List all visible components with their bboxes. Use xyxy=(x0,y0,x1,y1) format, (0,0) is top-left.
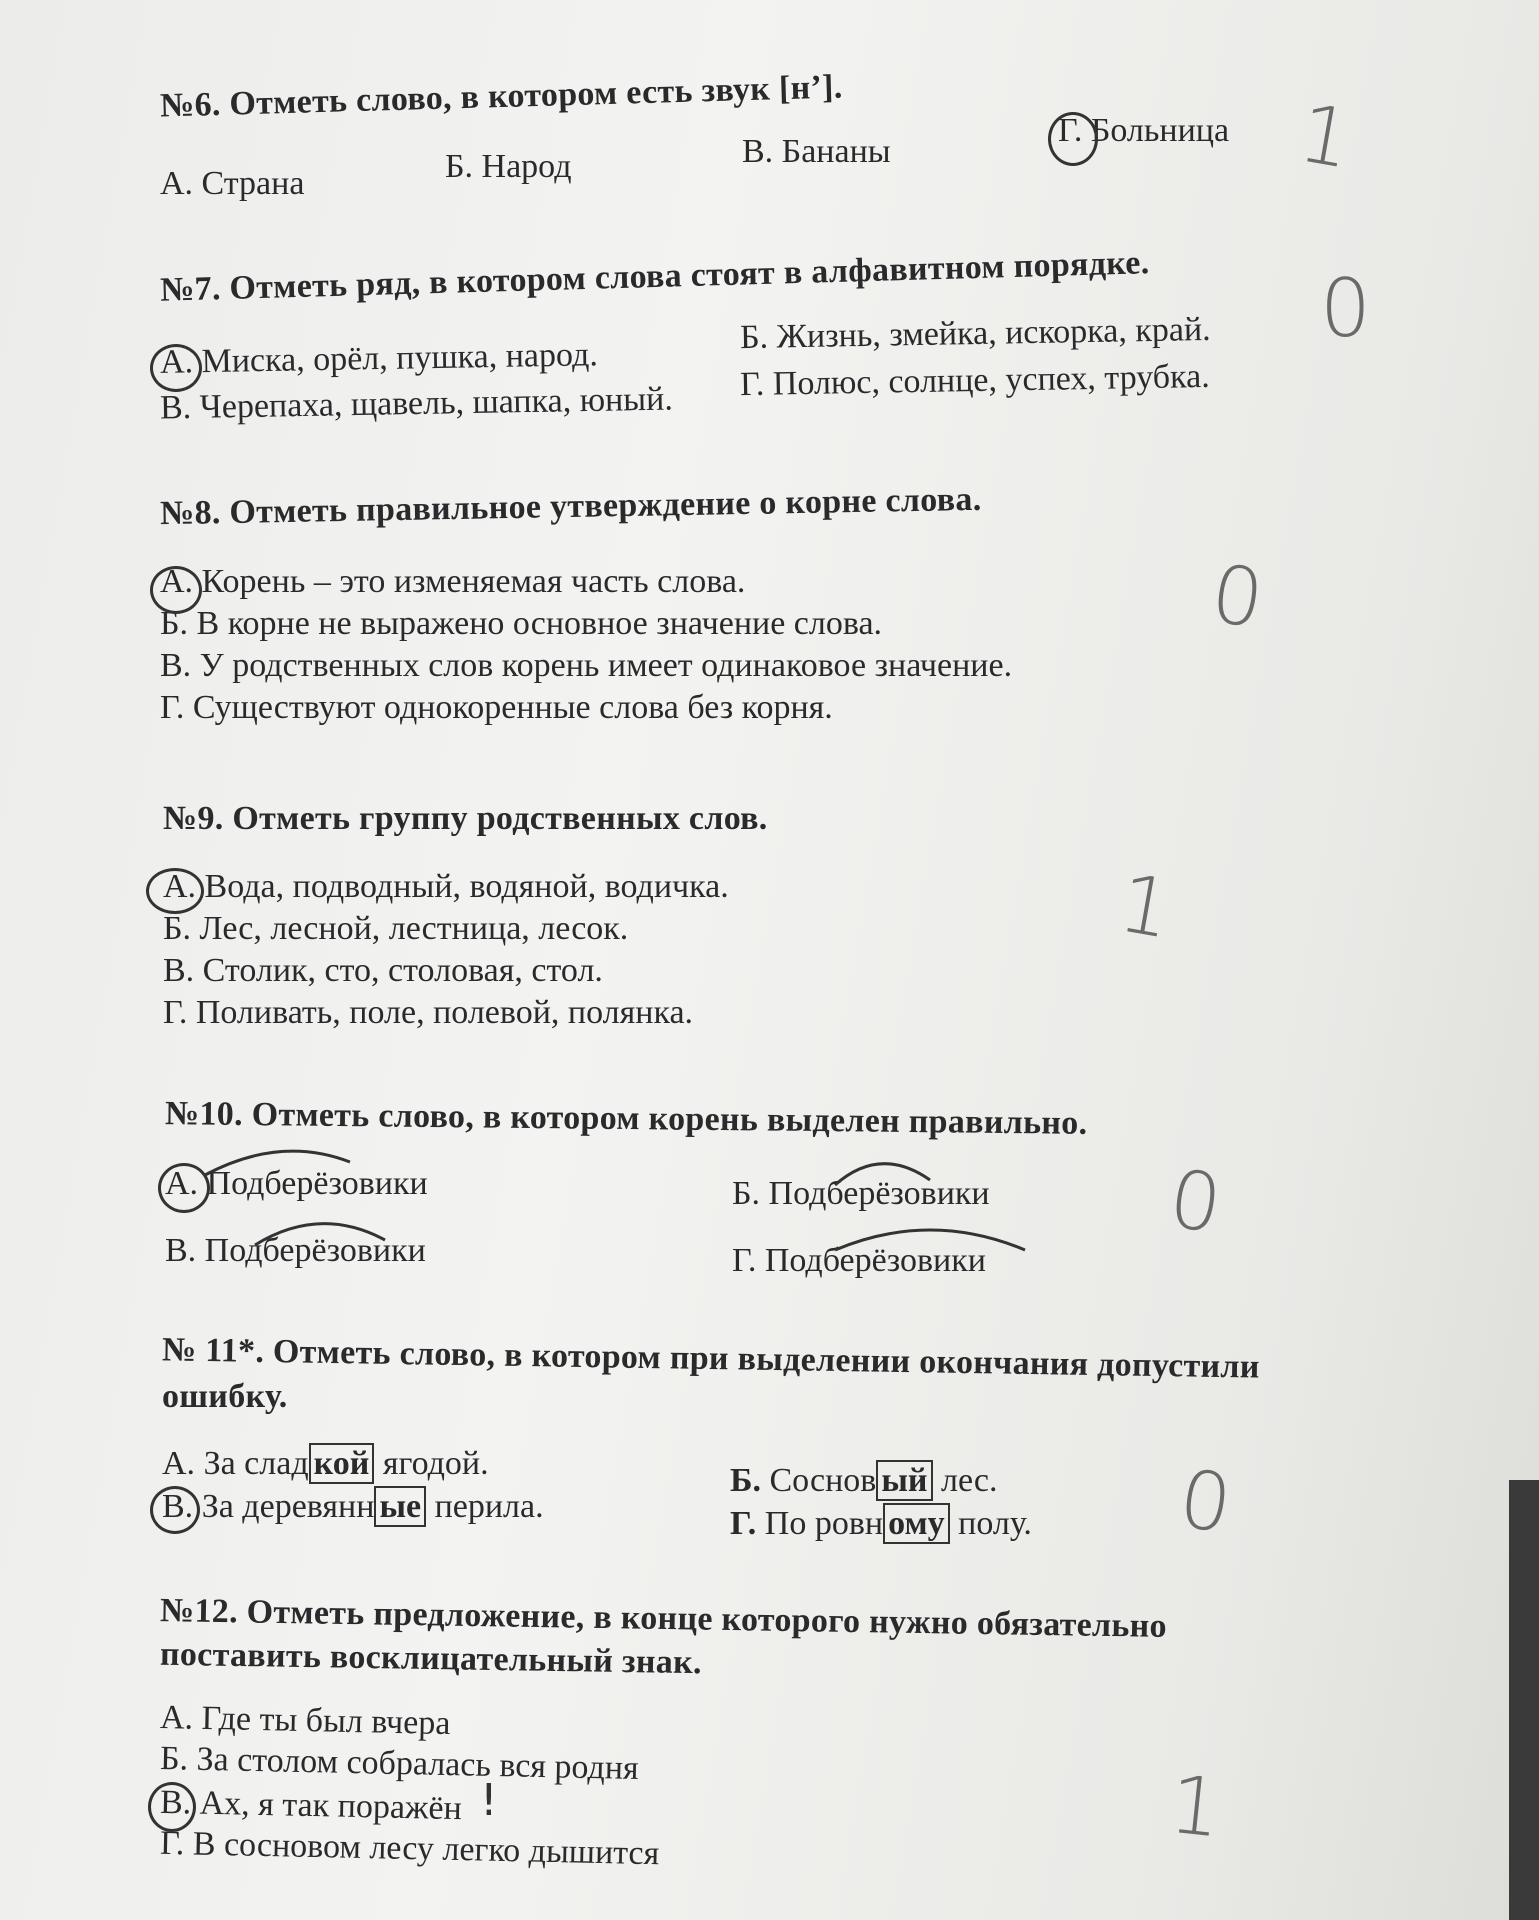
q7-title: №7. Отметь ряд, в котором слова стоят в алфавитном порядке. xyxy=(159,244,1150,309)
q6-option-d: Г. Больница xyxy=(1058,112,1230,149)
q6-option-c: В. Бананы xyxy=(742,133,891,170)
q6-option-a: А. Страна xyxy=(160,165,305,202)
q9-option-a: А. Вода, подводный, водяной, водичка. xyxy=(163,868,729,905)
q10-option-c: В. Подберёзовики xyxy=(165,1232,426,1269)
ending-box: ый xyxy=(876,1460,932,1501)
ending-box: кой xyxy=(309,1443,375,1484)
q12-option-c: В. Ах, я так поражён xyxy=(159,1783,463,1828)
q10-option-d: Г. Подберёзовики xyxy=(732,1242,986,1279)
answer-circle xyxy=(150,566,202,614)
answer-circle xyxy=(148,1782,196,1832)
q7-score: 0 xyxy=(1320,262,1371,355)
q11-option-c: В. За деревянн ые перила. xyxy=(162,1488,544,1525)
q7-option-c: В. Черепаха, щавель, шапка, юный. xyxy=(159,380,674,427)
answer-circle xyxy=(150,344,202,392)
q12-title-line2: поставить восклицательный знак. xyxy=(159,1635,703,1682)
q7-option-a: А. Миска, орёл, пушка, народ. xyxy=(159,336,599,381)
q7-option-b: Б. Жизнь, змейка, искорка, край. xyxy=(739,310,1211,357)
root-arc-c xyxy=(250,1210,390,1250)
q12-option-a: А. Где ты был вчера xyxy=(159,1698,451,1743)
q12-title-line1: №12. Отметь предложение, в конце которого нужно обязательно xyxy=(159,1592,1168,1645)
q12-score: 1 xyxy=(1165,1757,1226,1856)
answer-circle xyxy=(1048,112,1098,166)
q8-option-b: Б. В корне не выражено основное значение слова. xyxy=(160,605,883,642)
q11-score: 0 xyxy=(1173,1451,1238,1552)
root-arc-b xyxy=(830,1150,940,1190)
root-arc-d xyxy=(830,1215,1030,1255)
q9-score: 1 xyxy=(1112,856,1179,957)
answer-circle xyxy=(146,868,204,914)
q11-title-line1: № 11*. Отметь слово, в котором при выделении окончания допустили xyxy=(161,1331,1260,1386)
ending-box: ые xyxy=(374,1486,426,1527)
q10-score: 0 xyxy=(1163,1151,1228,1252)
q9-title: №9. Отметь группу родственных слов. xyxy=(163,800,768,837)
q6-title: №6. Отметь слово, в котором есть звук [н’]. xyxy=(159,68,843,125)
q11-option-a: А. За слад кой ягодой. xyxy=(162,1445,489,1482)
q11-option-d: Г. По ровн ому полу. xyxy=(730,1505,1032,1542)
q11-option-b: Б. Соснов ый лес. xyxy=(730,1462,998,1499)
q12-option-b: Б. За столом собралась вся родня xyxy=(159,1739,640,1788)
q9-option-b: Б. Лес, лесной, лестница, лесок. xyxy=(163,910,629,947)
q8-title: №8. Отметь правильное утверждение о корне слова. xyxy=(159,480,982,533)
q6-option-b: Б. Народ xyxy=(445,148,572,185)
background-edge xyxy=(1509,1480,1539,1920)
q10-title: №10. Отметь слово, в котором корень выделен правильно. xyxy=(164,1095,1088,1142)
q8-option-a: А. Корень – это изменяемая часть слова. xyxy=(160,563,746,600)
q8-score: 0 xyxy=(1205,546,1270,647)
handwritten-exclamation: ! xyxy=(480,1775,498,1826)
q8-option-d: Г. Существуют однокоренные слова без корня. xyxy=(160,689,833,726)
q10-option-a: А. Подберёзовики xyxy=(165,1165,428,1202)
q7-option-d: Г. Полюс, солнце, успех, трубка. xyxy=(739,357,1210,404)
q12-option-d: Г. В сосновом лесу легко дышится xyxy=(159,1824,660,1873)
q9-option-d: Г. Поливать, поле, полевой, полянка. xyxy=(163,994,694,1031)
q10-option-b: Б. Подберёзовики xyxy=(732,1175,990,1212)
q9-option-c: В. Столик, сто, столовая, стол. xyxy=(163,952,603,989)
answer-circle xyxy=(150,1486,200,1534)
q8-option-c: В. У родственных слов корень имеет одинаковое значение. xyxy=(160,647,1013,684)
q11-title-line2: ошибку. xyxy=(162,1378,288,1415)
ending-box: ому xyxy=(883,1503,950,1544)
root-arc-a xyxy=(200,1140,360,1180)
q6-score: 1 xyxy=(1292,86,1359,187)
